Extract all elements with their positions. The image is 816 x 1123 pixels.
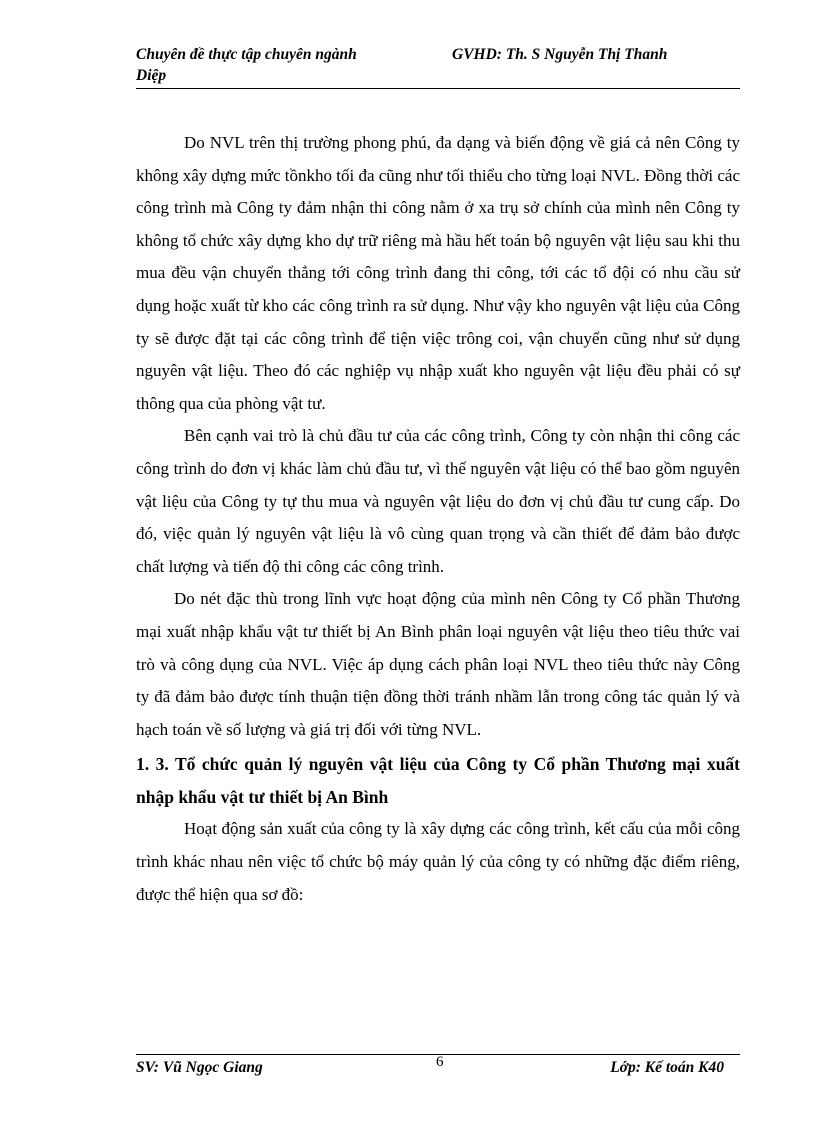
header-supervisor-continuation: Diệp [136, 67, 167, 84]
footer-class: Lớp: Kế toán K40 [610, 1059, 724, 1076]
page-body [136, 127, 740, 911]
footer-student-name: SV: Vũ Ngọc Giang [136, 1059, 263, 1076]
header-divider [136, 88, 740, 89]
section-heading: 1. 3. Tổ chức quản lý nguyên vật liệu của Công ty Cổ phần Thương mại xuất nhập khẩu vật tư thiết bị An Bình [136, 754, 740, 807]
body-paragraph-4: Hoạt động sản xuất của công ty là xây dựng các công trình, kết cấu của mỗi công trình khác nhau nên việc tổ chức bộ máy quản lý của công ty có những đặc điểm riêng, được thể hiện qua sơ đồ: [136, 819, 740, 904]
body-paragraph-3: Do nét đặc thù trong lĩnh vực hoạt động của mình nên Công ty Cổ phần Thương mại xuất nhập khẩu vật tư thiết bị An Bình phân loại nguyên vật liệu theo tiêu thức vai trò và công dụng của NVL. Việc áp dụng cách phân loại NVL theo tiêu thức này Công ty đã đảm bảo được tính thuận tiện đồng thời tránh nhầm lẫn trong công tác quản lý và hạch toán về số lượng và giá trị đối với từng NVL. [136, 589, 740, 739]
body-paragraph-1: Do NVL trên thị trường phong phú, đa dạng và biến động về giá cả nên Công ty không xây dựng mức tồnkho tối đa cũng như tối thiểu cho từng loại NVL. Đồng thời các công trình mà Công ty đảm nhận thi công nằm ở xa trụ sở chính của mình nên Công ty không tổ chức xây dựng kho dự trữ riêng mà hầu hết toán bộ nguyên vật liệu sau khi thu mua đều vận chuyển thẳng tới công trình đang thi công, tới các tổ đội có nhu cầu sử dụng hoặc xuất từ kho các công trình ra sử dụng. Như vậy kho nguyên vật liệu của Công ty sẽ được đặt tại các công trình để tiện việc trông coi, vận chuyển cũng như sử dụng nguyên vật liệu. Theo đó các nghiệp vụ nhập xuất kho nguyên vật liệu đều phải có sự thông qua của phòng vật tư. [136, 133, 740, 413]
header-supervisor: GVHD: Th. S Nguyễn Thị Thanh [452, 46, 668, 63]
page-number: 6 [436, 1054, 444, 1070]
body-paragraph-2: Bên cạnh vai trò là chủ đầu tư của các công trình, Công ty còn nhận thi công các công trình do đơn vị khác làm chủ đầu tư, vì thế nguyên vật liệu có thể bao gồm nguyên vật liệu của Công ty tự thu mua và nguyên vật liệu do đơn vị chủ đầu tư cung cấp. Do đó, việc quản lý nguyên vật liệu là vô cùng quan trọng và cần thiết để đảm bảo được chất lượng và tiến độ thi công các công trình. [136, 426, 740, 576]
page-footer [136, 1056, 740, 1080]
header-report-title: Chuyên đề thực tập chuyên ngành [136, 46, 357, 63]
